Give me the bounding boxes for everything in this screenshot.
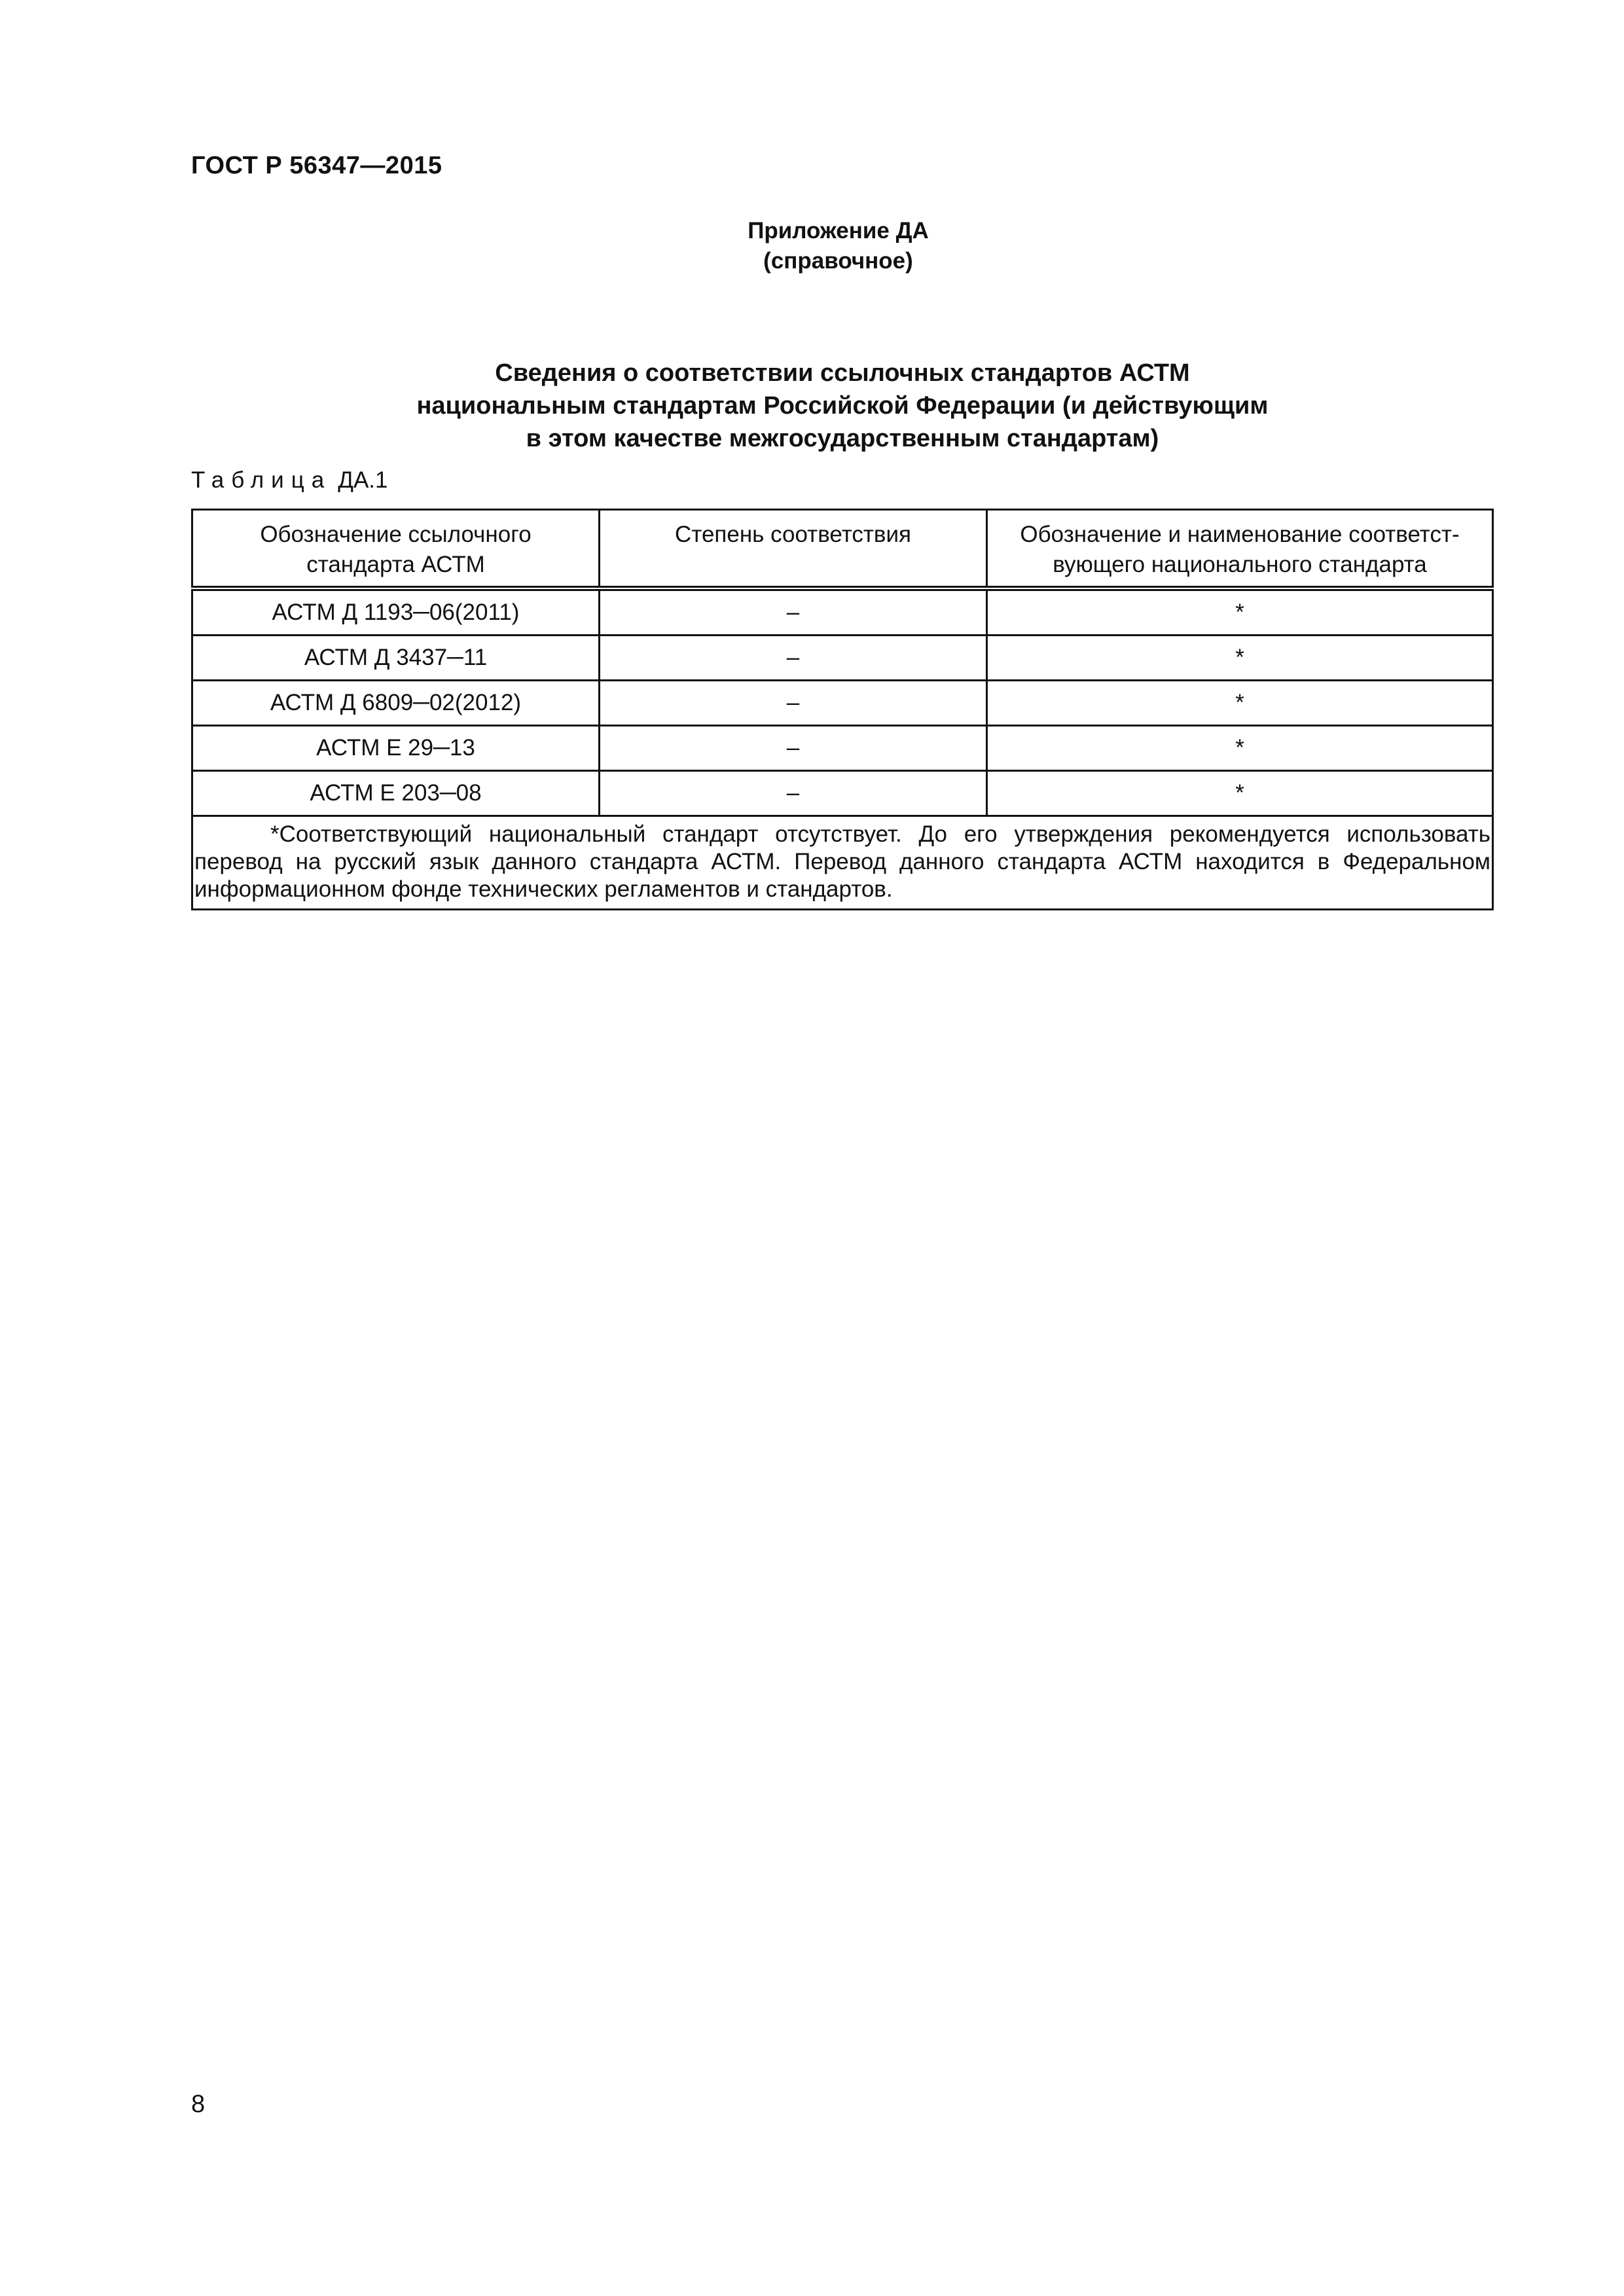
table-header-row [192, 510, 1493, 588]
header-national-line-1: Обозначение и наименование соответст- [1020, 522, 1460, 547]
cell-national: * [987, 725, 1493, 770]
table-footnote-row [192, 816, 1493, 909]
table-row [192, 770, 1493, 816]
cell-degree: – [600, 725, 987, 770]
cell-degree: – [600, 635, 987, 680]
table-row [192, 680, 1493, 725]
standards-table [191, 509, 1494, 910]
header-national-line-2: вующего национального стандарта [1053, 552, 1427, 577]
header-designation [192, 510, 600, 588]
appendix-heading [0, 216, 1624, 276]
cell-designation: АСТМ Е 29─13 [192, 725, 600, 770]
cell-national: * [987, 770, 1493, 816]
document-code: ГОСТ Р 56347—2015 [191, 152, 442, 179]
cell-national: * [987, 635, 1493, 680]
header-national-standard [987, 510, 1493, 588]
section-title-line-1: Сведения о соответствии ссылочных стандартов АСТМ [495, 359, 1190, 387]
section-title-line-2: национальным стандартам Российской Федерации (и действующим [416, 392, 1269, 420]
header-degree [600, 510, 987, 588]
cell-designation: АСТМ Д 1193─06(2011) [192, 588, 600, 636]
page-number: 8 [191, 2090, 206, 2118]
cell-national: * [987, 588, 1493, 636]
cell-degree: – [600, 680, 987, 725]
appendix-title: Приложение ДА [748, 218, 929, 243]
cell-designation: АСТМ Е 203─08 [192, 770, 600, 816]
section-title-line-3: в этом качестве межгосударственным стандартам) [526, 425, 1159, 452]
table-caption-id: ДА.1 [338, 467, 388, 493]
cell-degree: – [600, 588, 987, 636]
header-designation-line-2: стандарта АСТМ [306, 552, 485, 577]
footnote-text: *Соответствующий национальный стандарт отсутствует. До его утверждения рекомендуется использовать перевод на русский язык данного стандарта АСТМ. Перевод данного стандарта АСТМ находится в Федеральном информационном фонде технических регламентов и стандартов. [194, 821, 1490, 902]
table-row [192, 588, 1493, 636]
section-title [191, 357, 1494, 455]
cell-national: * [987, 680, 1493, 725]
cell-designation: АСТМ Д 3437─11 [192, 635, 600, 680]
table-row [192, 635, 1493, 680]
table-caption [191, 467, 388, 493]
table-caption-word: Таблица [191, 467, 332, 493]
cell-designation: АСТМ Д 6809─02(2012) [192, 680, 600, 725]
header-designation-line-1: Обозначение ссылочного [260, 522, 532, 547]
cell-degree: – [600, 770, 987, 816]
appendix-subtitle: (справочное) [763, 248, 913, 274]
header-degree-text: Степень соответствия [675, 522, 911, 547]
table-row [192, 725, 1493, 770]
table-footnote [192, 816, 1493, 909]
